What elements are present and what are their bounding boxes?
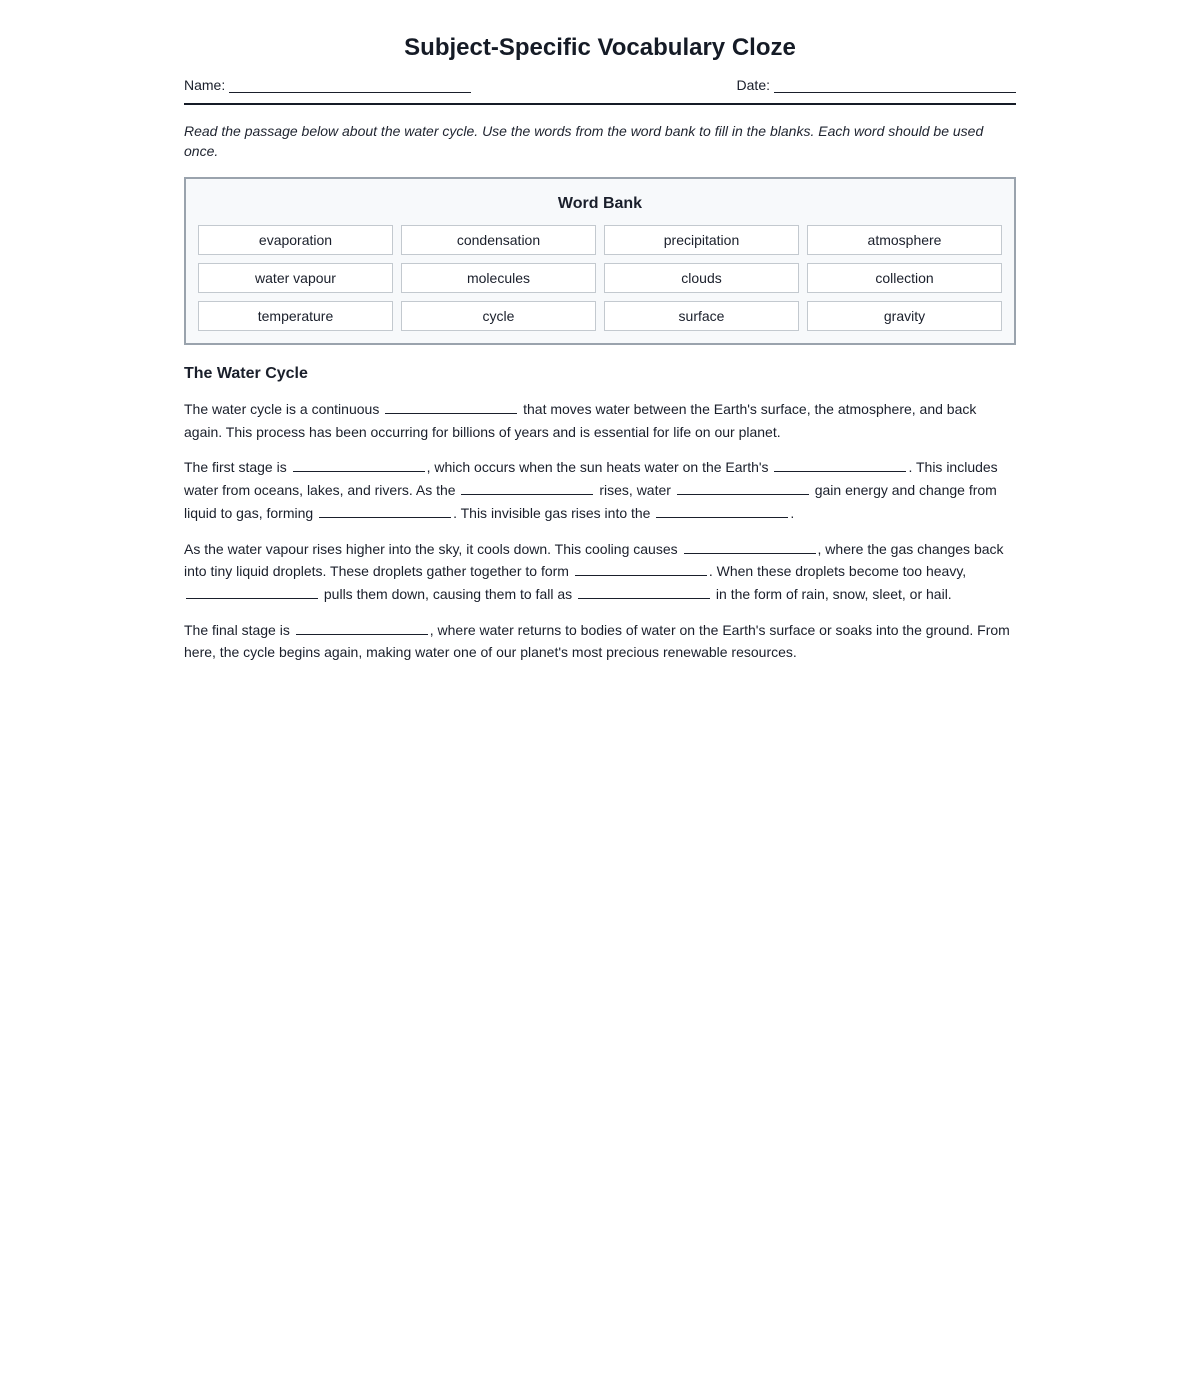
word-bank-item: surface [604, 301, 799, 331]
passage-text: . [790, 504, 795, 521]
passage-paragraph-3 [184, 538, 1016, 606]
passage-paragraph-2 [184, 456, 1016, 524]
passage-text: The final stage is [184, 621, 290, 638]
worksheet-header [184, 77, 1016, 105]
word-bank-item: water vapour [198, 263, 393, 293]
name-label: Name: [184, 77, 226, 93]
passage-title: The Water Cycle [184, 365, 308, 382]
answer-blank[interactable] [578, 584, 710, 599]
passage-text: , where the gas changes back into tiny liquid droplets. These droplets gather together to form [184, 540, 1004, 580]
passage-text: gain energy and change from liquid to gas, forming [184, 482, 997, 521]
worksheet-title: Subject-Specific Vocabulary Cloze [404, 34, 796, 61]
date-field [737, 77, 1016, 93]
passage-text: . This includes water from oceans, lakes, and rivers. As the [184, 459, 998, 499]
name-line[interactable] [229, 77, 471, 93]
word-bank-item: condensation [401, 225, 596, 255]
word-bank-item: evaporation [198, 225, 393, 255]
word-bank-grid [198, 225, 1002, 331]
answer-blank[interactable] [385, 399, 517, 414]
passage-text: , which occurs when the sun heats water on the Earth's [426, 459, 769, 476]
passage-text: . When these droplets become too heavy, [708, 563, 967, 580]
passage-text: in the form of rain, snow, sleet, or hail. [715, 585, 952, 602]
passage-text: , where water returns to bodies of water on the Earth's surface or soaks into the ground. From here, the cycle begins again, making water one of our planet's most precious renewable resources. [184, 621, 1010, 661]
word-bank-item: cycle [401, 301, 596, 331]
answer-blank[interactable] [774, 457, 906, 472]
answer-blank[interactable] [575, 561, 707, 576]
word-bank-title: Word Bank [557, 195, 643, 212]
word-bank-item: temperature [198, 301, 393, 331]
answer-blank[interactable] [461, 480, 593, 495]
word-bank-item: precipitation [604, 225, 799, 255]
passage-text: The water cycle is a continuous [184, 401, 380, 417]
passage-text: pulls them down, causing them to fall as [323, 585, 573, 602]
passage-text: that moves water between the Earth's surface, the atmosphere, and back again. This process has been occurring for billions of years and is essential for life on our planet. [184, 401, 977, 440]
answer-blank[interactable] [186, 584, 318, 599]
passage-text: As the water vapour rises higher into the sky, it cools down. This cooling causes [184, 540, 678, 557]
passage-text: . This invisible gas rises into the [453, 504, 651, 521]
word-bank [184, 177, 1016, 345]
word-bank-item: atmosphere [807, 225, 1002, 255]
answer-blank[interactable] [656, 503, 788, 518]
worksheet-page [184, 0, 1016, 664]
word-bank-item: molecules [401, 263, 596, 293]
answer-blank[interactable] [677, 480, 809, 495]
answer-blank[interactable] [684, 539, 816, 554]
word-bank-item: collection [807, 263, 1002, 293]
word-bank-item: gravity [807, 301, 1002, 331]
date-line[interactable] [774, 77, 1016, 93]
answer-blank[interactable] [319, 503, 451, 518]
passage-text: rises, water [599, 482, 671, 499]
instructions: Read the passage below about the water cycle. Use the words from the word bank to fill in the blanks. Each word should be used once. [184, 123, 984, 159]
answer-blank[interactable] [296, 620, 428, 635]
passage-paragraph-4 [184, 619, 1016, 664]
answer-blank[interactable] [293, 457, 425, 472]
date-label: Date: [736, 77, 770, 93]
passage-text: The first stage is [184, 459, 287, 476]
name-field [184, 77, 471, 93]
passage-paragraph-1 [184, 398, 1016, 443]
word-bank-item: clouds [604, 263, 799, 293]
